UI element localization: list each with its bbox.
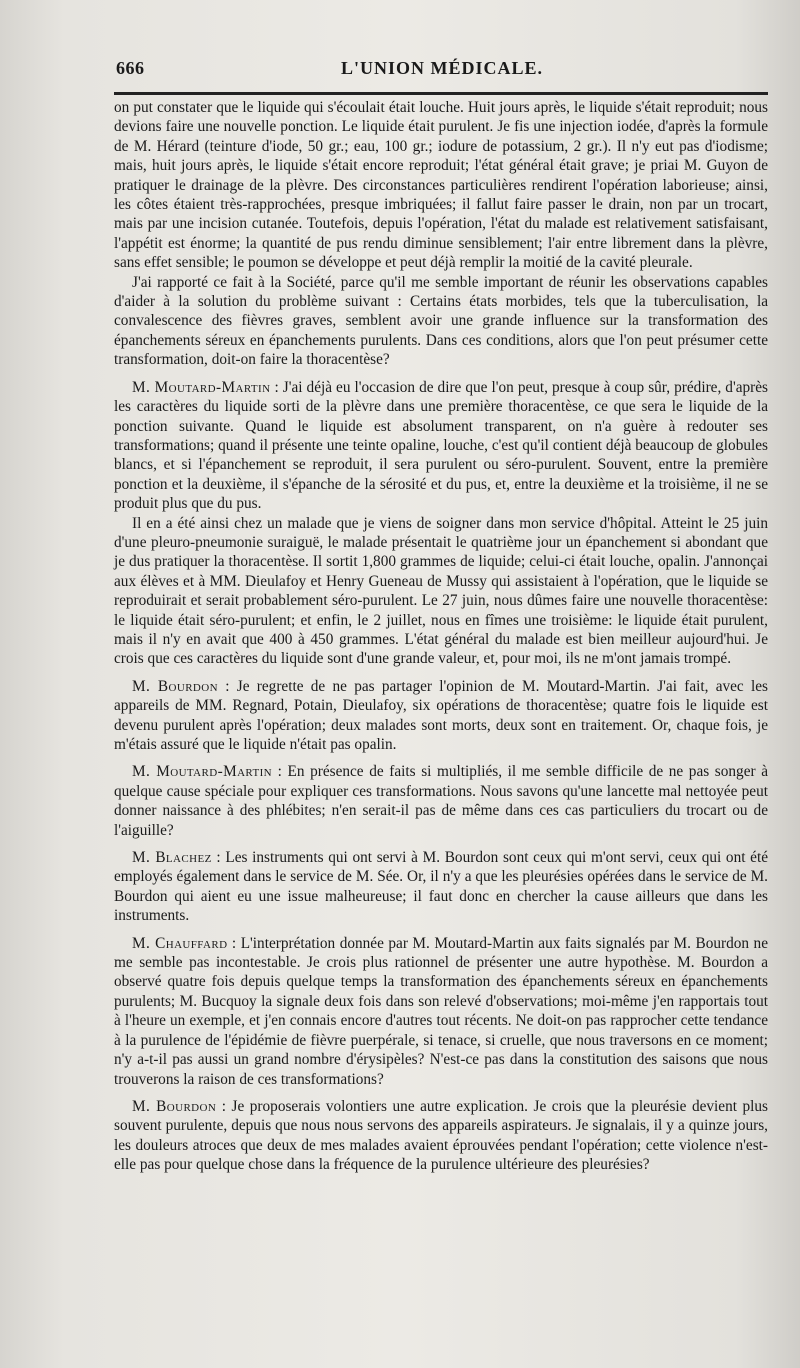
speaker-name: M. Moutard-Martin xyxy=(132,763,273,781)
paragraph-text: on put constater que le liquide qui s'écoulait était louche. Huit jours après, le liquide s'était reproduit; nous devions faire une nouvelle ponction. Le liquide était purulent. Je fis une injection iodée, d'après la formule de M. Hérard (teinture d'iode, 50 gr.; eau, 100 gr.; iodure de potassium, 2 gr.). Il n'y eut pas d'iodisme; mais, huit jours après, le liquide s'était encore reproduit; l'état général était grave; je priai M. Guyon de pratiquer le drainage de la plèvre. Des circonstances particulières rendirent l'opération laborieuse; ainsi, les côtes étaient très-rapprochées, presque imbriquées; il fallut faire passer le drain, non par un trocart, mais par une incision cutanée. Toutefois, depuis l'opération, l'état du malade est relativement satisfaisant, l'appétit est énorme; la quantité de pus rendu diminue sensiblement; l'air entre librement dans la plèvre, sans effet sensible; le poumon se développe et peut déjà remplir la moitié de la cavité pleurale. xyxy=(114,99,768,272)
paragraph xyxy=(114,1097,768,1175)
paragraph-text: : J'ai déjà eu l'occasion de dire que l'on peut, presque à coup sûr, prédire, d'après les caractères du liquide sorti de la plèvre dans une première thoracentèse, ce que sera le liquide de la ponction suivante. Quand le liquide est absolument transparent, on n'a guère à redouter ses transformations; quand il présente une teinte opaline, louche, c'est qu'il contient déjà beaucoup de globules blancs, et si l'épanchement se reproduit, il sera purulent ou séro-purulent. Souvent, entre la première ponction et la deuxième, il s'épanche de la sérosité et du pus, et, entre la deuxième et la troisième, il ne se produit plus que du pus. xyxy=(114,378,768,513)
paragraph xyxy=(114,934,768,1089)
header-rule xyxy=(114,92,768,95)
paragraph xyxy=(114,514,768,669)
paragraph xyxy=(114,273,768,370)
paragraph-text: : L'interprétation donnée par M. Moutard-Martin aux faits signalés par M. Bourdon ne me semble pas incontestable. Je crois plus rationnel de présenter une autre hypothèse. M. Bourdon a observé quatre fois depuis quelque temps la transformation des épanchements séreux en épanchements purulents; M. Bucquoy la signale deux fois dans son relevé d'observations; moi-même j'en rapportais tout à l'heure un exemple, et j'en connais encore d'autres tout récents. Ne doit-on pas rapprocher cette tendance à la purulence de l'épidémie de fièvre puerpérale, si tenace, si cruelle, que nous traversons en ce moment; n'y a-t-il pas aussi un grand nombre d'érysipèles? N'est-ce pas dans la constitution des saisons que nous trouverons la raison de ces transformations? xyxy=(114,934,768,1088)
page-number: 666 xyxy=(116,58,145,78)
paragraph xyxy=(114,378,768,514)
paragraph-text: : Je proposerais volontiers une autre explication. Je crois que la pleurésie devient plus souvent purulente, depuis que nous nous servons des appareils aspirateurs. Je signalais, il y a quinze jours, les douleurs atroces que deux de mes malades avaient éprouvées pendant l'opération; cette violence n'est-elle pas pour quelque chose dans la fréquence de la purulence ultérieure des pleurésies? xyxy=(114,1097,769,1174)
speaker-name: M. Moutard-Martin xyxy=(132,378,271,396)
page-header xyxy=(116,58,768,86)
running-title: L'UNION MÉDICALE. xyxy=(340,58,544,78)
paragraph-text: : En présence de faits si multipliés, il me semble difficile de ne pas songer à quelque cause spéciale pour expliquer ces transformations. Nous savons qu'une lancette mal nettoyée peut donner naissance à des phlébites; n'en serait-il pas de même dans ces cas particuliers du trocart ou de l'aiguille? xyxy=(114,763,768,839)
paragraph-text: : Les instruments qui ont servi à M. Bourdon sont ceux qui m'ont servi, ceux qui ont été employés également dans le service de M. Sée. Or, il n'y a que les pleurésies opérées dans le service de M. Bourdon qui aient eu une issue malheureuse; il faut donc en chercher la cause ailleurs que dans les instruments. xyxy=(114,849,768,925)
paragraph xyxy=(114,762,768,840)
paragraph-text: J'ai rapporté ce fait à la Société, parce qu'il me semble important de réunir les observations capables d'aider à la solution du problème suivant : Certains états morbides, tels que la tuberculisation, la convalescence des fièvres graves, semblent avoir une grande influence sur la transformation des épanchements séreux en épanchements purulents. Dans ces conditions, alors que l'on peut présumer cette transformation, doit-on faire la thoracentèse? xyxy=(114,273,768,369)
speaker-name: M. Chauffard xyxy=(132,934,228,952)
article-body xyxy=(114,98,768,1175)
speaker-name: M. Bourdon xyxy=(132,1097,217,1115)
speaker-name: M. Bourdon xyxy=(132,677,218,695)
paragraph-text: Il en a été ainsi chez un malade que je viens de soigner dans mon service d'hôpital. Atteint le 25 juin d'une pleuro-pneumonie suraiguë, le malade présentait le quatrième jour un épanchement si abondant que je dus pratiquer la thoracentèse. Il sortit 1,800 grammes de liquide; celui-ci était louche, opalin. J'annonçai aux élèves et à MM. Dieulafoy et Henry Gueneau de Mussy qui assistaient à l'opération, que le liquide se reproduirait et serait probablement séro-purulent. Le 27 juin, nous dûmes faire une nouvelle thoracentèse: le liquide était séro-purulent; et enfin, le 2 juillet, nous en fîmes une troisième: le liquide était purulent, mais il n'y en avait que 400 à 450 grammes. L'état général du malade est bien meilleur aujourd'hui. Je crois que ces caractères du liquide sont d'une grande valeur, et, pour moi, ils ne m'ont jamais trompé. xyxy=(114,514,768,668)
paragraph xyxy=(114,848,768,926)
paragraph xyxy=(114,98,768,273)
speaker-name: M. Blachez xyxy=(132,849,212,867)
paragraph xyxy=(114,677,768,755)
paragraph-text: : Je regrette de ne pas partager l'opinion de M. Moutard-Martin. J'ai fait, avec les appareils de MM. Regnard, Potain, Dieulafoy, six opérations de thoracentèse; quatre fois le liquide est devenu purulent après l'opération; deux malades sont morts, deux sont en traitement. Or, chaque fois, je m'étais assuré que le liquide n'était pas opalin. xyxy=(114,677,768,753)
